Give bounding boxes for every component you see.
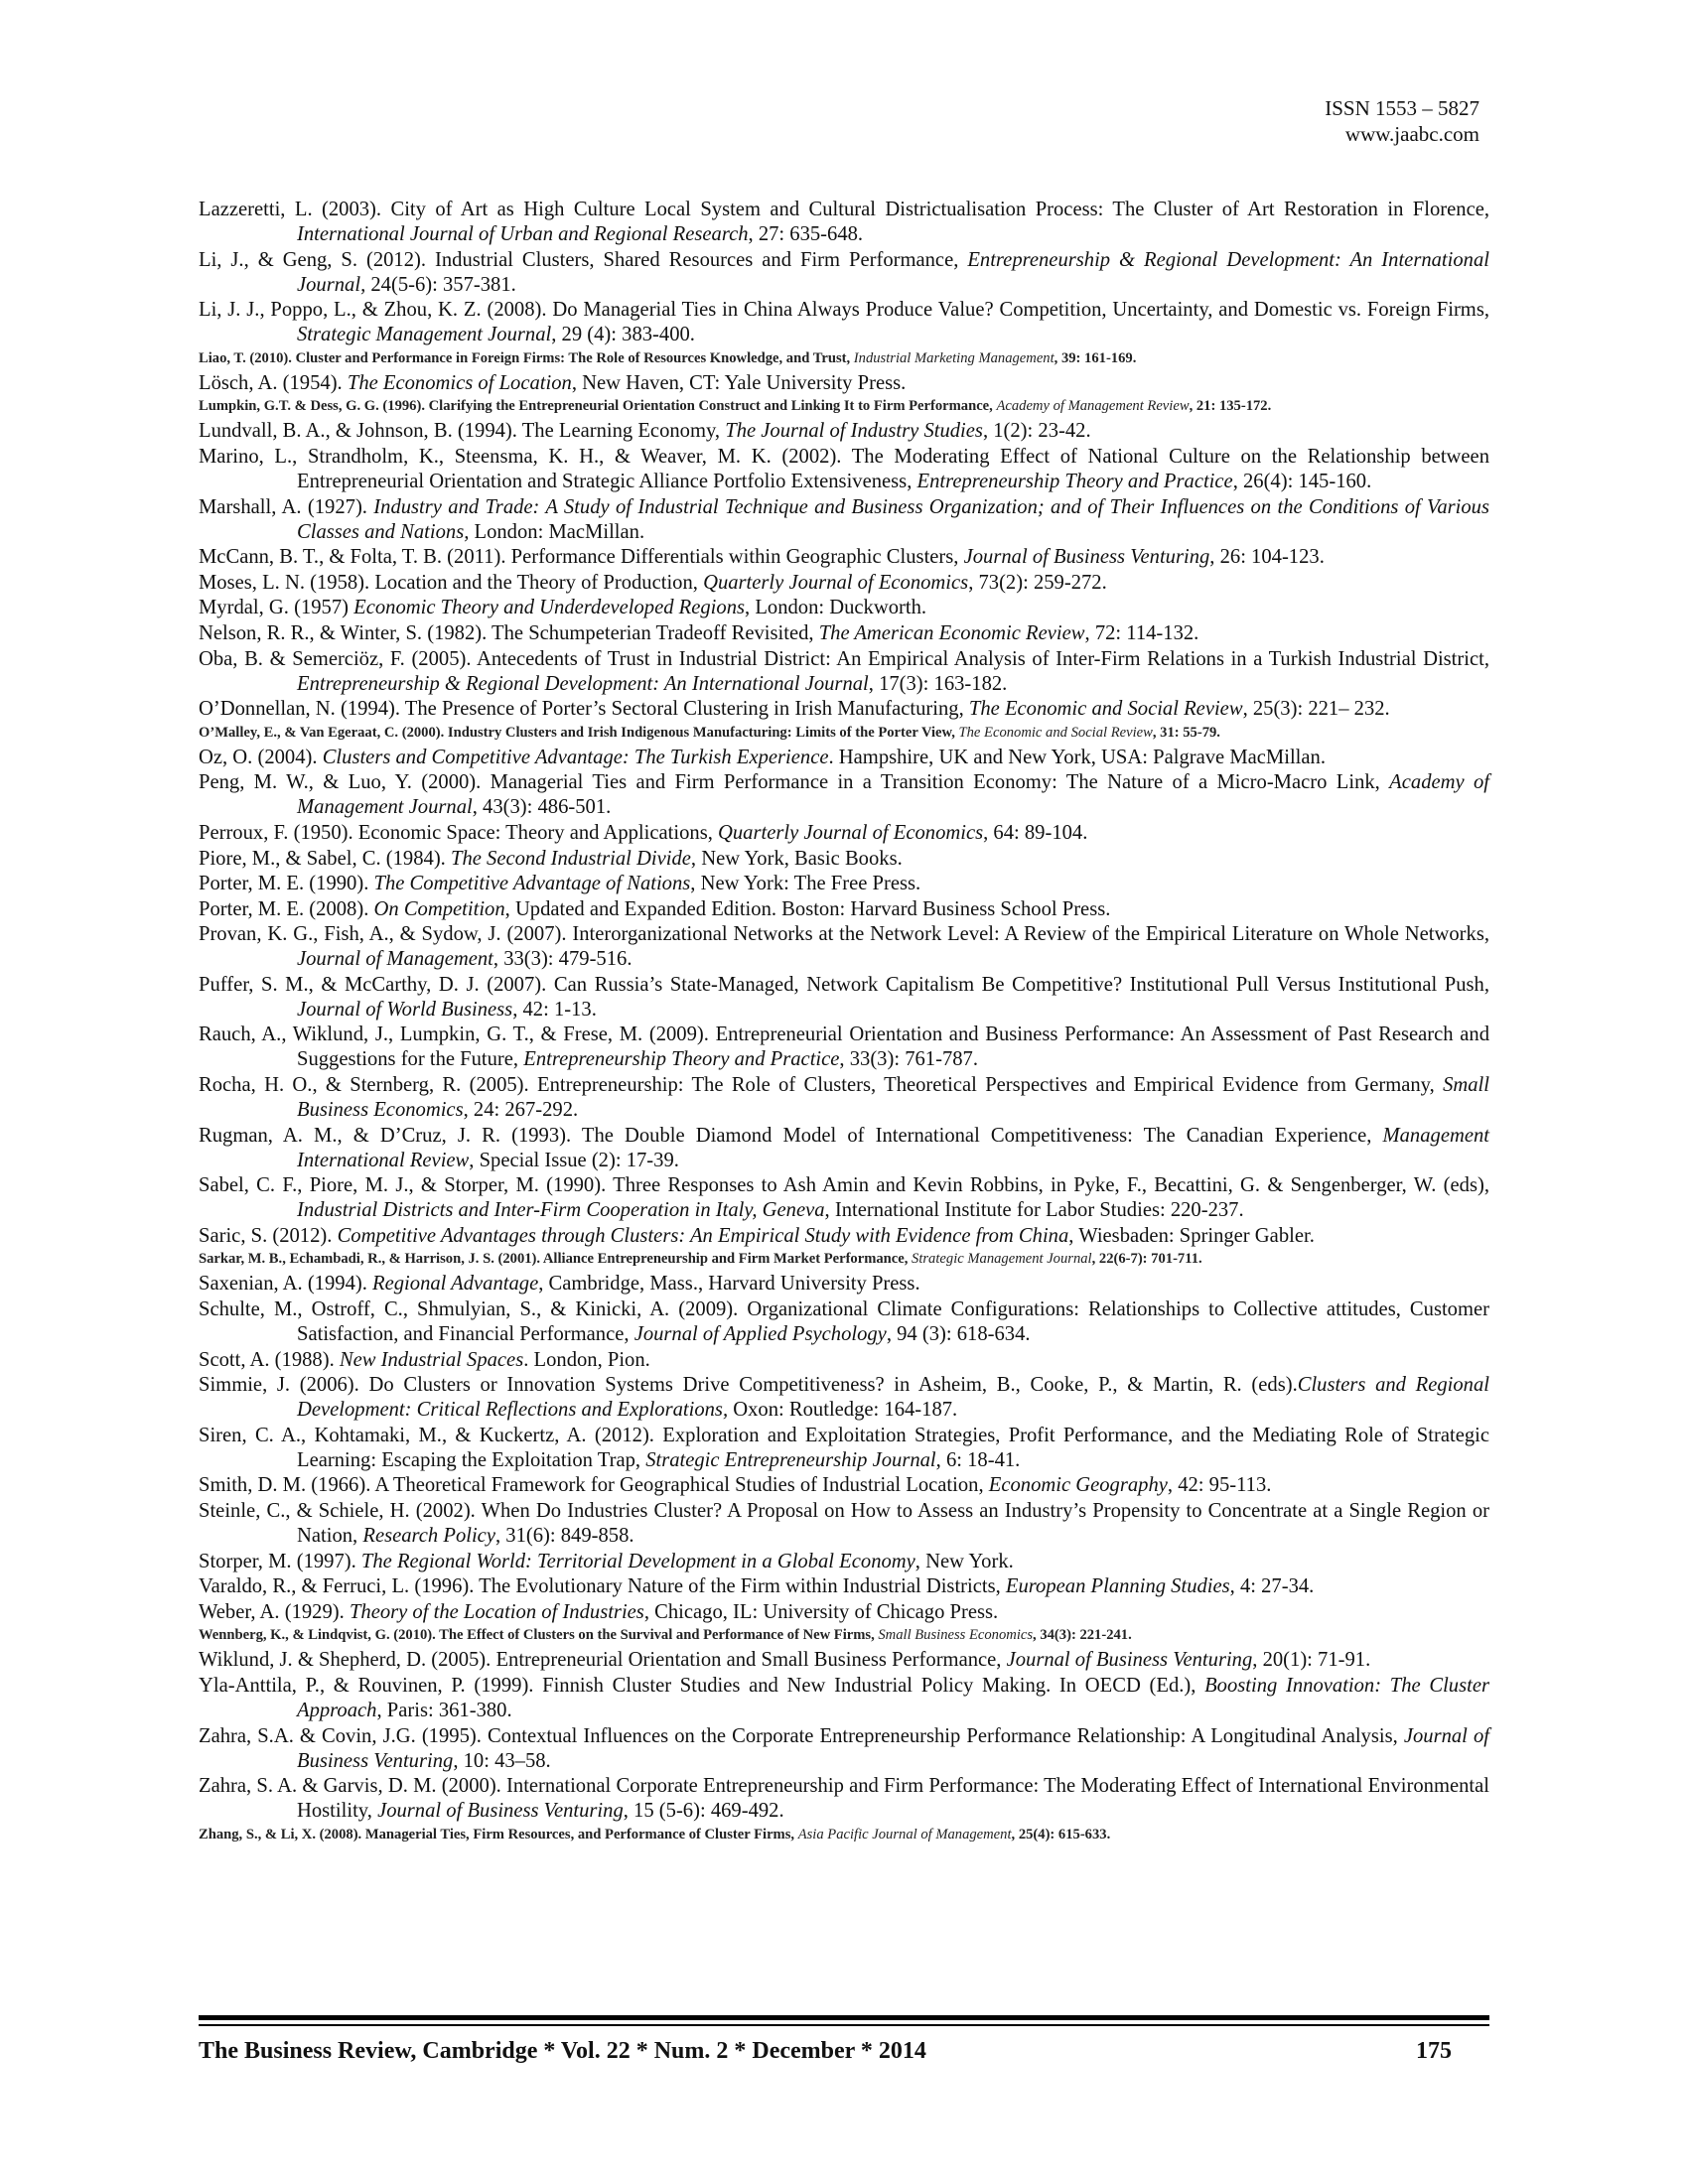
- reference-entry: [199, 1249, 1489, 1269]
- reference-entry: [199, 1550, 1489, 1574]
- reference-text: Nelson, R. R., & Winter, S. (1982). The Schumpeterian Tradeoff Revisited,: [199, 621, 819, 644]
- reference-text: Varaldo, R., & Ferruci, L. (1996). The Evolutionary Nature of the Firm within Industrial Districts,: [199, 1575, 1006, 1598]
- reference-source-title: Journal of World Business: [297, 998, 513, 1021]
- reference-entry: [199, 495, 1489, 545]
- reference-text: Liao, T. (2010). Cluster and Performance in Foreign Firms: The Role of Resources Knowledge, and Trust,: [199, 349, 854, 366]
- page-number: 175: [1416, 2038, 1452, 2064]
- reference-text: O’Donnellan, N. (1994). The Presence of Porter’s Sectoral Clustering in Irish Manufacturing,: [199, 698, 969, 721]
- reference-details: , Chicago, IL: University of Chicago Press.: [643, 1600, 999, 1623]
- reference-source-title: Research Policy: [362, 1525, 495, 1547]
- reference-details: , 73(2): 259-272.: [968, 571, 1107, 594]
- reference-source-title: Strategic Entrepreneurship Journal: [645, 1448, 936, 1471]
- reference-source-title: Academy of Management Review: [996, 398, 1190, 415]
- reference-text: Wiklund, J. & Shepherd, D. (2005). Entrepreneurial Orientation and Small Business Performance,: [199, 1649, 1007, 1672]
- reference-entry: [199, 697, 1489, 722]
- reference-text: Simmie, J. (2006). Do Clusters or Innovation Systems Drive Competitiveness? in Asheim, B., Cooke, P., & Martin, R. (eds).: [199, 1374, 1298, 1397]
- reference-text: Weber, A. (1929).: [199, 1600, 350, 1623]
- footer-rule-thick: [199, 2015, 1489, 2020]
- reference-details: , 29 (4): 383-400.: [551, 324, 695, 346]
- reference-text: Piore, M., & Sabel, C. (1984).: [199, 847, 451, 870]
- reference-source-title: Quarterly Journal of Economics: [703, 571, 969, 594]
- reference-source-title: Entrepreneurship & Regional Development: An International Journal: [297, 672, 869, 695]
- reference-text: Marino, L., Strandholm, K., Steensma, K. H., & Weaver, M. K. (2002). The Moderating Effect of National Culture on the Relationship between Entrepreneurial Orientation and Strategic Alliance Portfolio Extensiveness,: [199, 445, 1489, 492]
- reference-entry: [199, 1600, 1489, 1625]
- reference-source-title: Journal of Business Venturing: [963, 546, 1210, 569]
- reference-details: , 15 (5-6): 469-492.: [623, 1800, 784, 1823]
- issn-number: ISSN 1553 – 5827: [1325, 96, 1479, 120]
- reference-details: . London, Pion.: [523, 1348, 650, 1371]
- reference-entry: [199, 1272, 1489, 1297]
- reference-text: Smith, D. M. (1966). A Theoretical Framework for Geographical Studies of Industrial Location,: [199, 1474, 989, 1497]
- reference-source-title: Entrepreneurship & Regional Development: An International Journal,: [297, 248, 1489, 296]
- reference-entry: [199, 1648, 1489, 1673]
- reference-source-title: Journal of Business Venturing: [297, 1724, 1489, 1772]
- reference-text: Wennberg, K., & Lindqvist, G. (2010). The Effect of Clusters on the Survival and Performance of New Firms,: [199, 1627, 879, 1644]
- reference-source-title: Strategic Management Journal: [912, 1251, 1092, 1268]
- reference-entry: [199, 647, 1489, 697]
- reference-entry: [199, 897, 1489, 922]
- reference-entry: [199, 1473, 1489, 1498]
- reference-details: , 27: 635-648.: [748, 223, 864, 245]
- reference-entry: [199, 1224, 1489, 1249]
- reference-source-title: The Economic and Social Review: [958, 724, 1153, 741]
- reference-source-title: Boosting Innovation: The Cluster Approach: [297, 1674, 1489, 1721]
- reference-details: , 25(4): 615-633.: [1011, 1826, 1111, 1843]
- footer-rule-thin: [199, 2024, 1489, 2026]
- reference-entry: [199, 571, 1489, 596]
- reference-details: , Cambridge, Mass., Harvard University Press.: [538, 1273, 920, 1296]
- reference-source-title: Quarterly Journal of Economics: [718, 821, 984, 844]
- reference-entry: [199, 198, 1489, 247]
- reference-entry: [199, 1724, 1489, 1774]
- reference-entry: [199, 1124, 1489, 1173]
- reference-source-title: Journal of Business Venturing: [377, 1800, 624, 1823]
- reference-source-title: Small Business Economics: [878, 1627, 1034, 1644]
- reference-details: , 33(3): 761-787.: [839, 1048, 978, 1071]
- reference-text: Saxenian, A. (1994).: [199, 1273, 373, 1296]
- reference-text: McCann, B. T., & Folta, T. B. (2011). Performance Differentials within Geographic Clusters,: [199, 546, 964, 569]
- reference-text: Rugman, A. M., & D’Cruz, J. R. (1993). The Double Diamond Model of International Competitiveness: The Canadian Experience,: [199, 1124, 1383, 1147]
- reference-details: , New York, Basic Books.: [690, 847, 903, 870]
- reference-text: Sarkar, M. B., Echambadi, R., & Harrison, J. S. (2001). Alliance Entrepreneurship and Firm Market Performance,: [199, 1251, 913, 1268]
- reference-details: , 43(3): 486-501.: [472, 796, 612, 819]
- reference-text: Marshall, A. (1927).: [199, 495, 374, 518]
- reference-details: , 21: 135-172.: [1189, 398, 1272, 415]
- reference-entry: [199, 396, 1489, 416]
- reference-details: , New York: The Free Press.: [690, 873, 921, 895]
- reference-source-title: The Economics of Location: [347, 371, 572, 394]
- reference-entry: [199, 1297, 1489, 1347]
- reference-source-title: Journal of Management: [297, 948, 493, 971]
- reference-details: , 26(4): 145-160.: [1232, 470, 1372, 492]
- reference-text: Lazzeretti, L. (2003). City of Art as High Culture Local System and Cultural Districtualisation Process: The Cluster of Art Restoration in Florence,: [199, 199, 1489, 220]
- reference-entry: [199, 419, 1489, 444]
- reference-details: , 4: 27-34.: [1229, 1575, 1315, 1598]
- reference-details: , New Haven, CT: Yale University Press.: [571, 371, 907, 394]
- reference-entry: [199, 621, 1489, 646]
- reference-text: Lösch, A. (1954).: [199, 371, 348, 394]
- reference-list: [199, 198, 1489, 1847]
- reference-entry: [199, 1625, 1489, 1645]
- reference-entry: [199, 1499, 1489, 1549]
- reference-details: , 26: 104-123.: [1209, 546, 1325, 569]
- reference-details: , Updated and Expanded Edition. Boston: Harvard Business School Press.: [504, 897, 1111, 920]
- reference-details: , 10: 43–58.: [453, 1749, 551, 1772]
- reference-text: Li, J. J., Poppo, L., & Zhou, K. Z. (2008). Do Managerial Ties in China Always Produce Value? Competition, Uncertainty, and Domestic vs. Foreign Firms,: [199, 299, 1489, 322]
- reference-details: Oxon: Routledge: 164-187.: [728, 1399, 958, 1422]
- reference-source-title: Clusters and Regional Development: Critical Reflections and Explorations,: [297, 1374, 1489, 1422]
- reference-source-title: Economic Geography: [988, 1474, 1168, 1497]
- reference-entry: [199, 1173, 1489, 1223]
- reference-source-title: The American Economic Review: [818, 621, 1085, 644]
- reference-source-title: Competitive Advantages through Clusters: An Empirical Study with Evidence from China: [337, 1224, 1069, 1247]
- reference-details: , London: Duckworth.: [745, 597, 927, 619]
- reference-text: Moses, L. N. (1958). Location and the Theory of Production,: [199, 571, 704, 594]
- reference-details: , 1(2): 23-42.: [982, 420, 1091, 443]
- reference-source-title: Entrepreneurship Theory and Practice: [916, 470, 1233, 492]
- reference-text: Scott, A. (1988).: [199, 1348, 340, 1371]
- reference-details: , Wiesbaden: Springer Gabler.: [1068, 1224, 1315, 1247]
- reference-details: 24(5-6): 357-381.: [365, 273, 516, 296]
- reference-entry: [199, 746, 1489, 770]
- reference-entry: [199, 1023, 1489, 1072]
- reference-details: , 94 (3): 618-634.: [886, 1323, 1031, 1346]
- reference-source-title: Management International Review: [297, 1124, 1489, 1171]
- issn-header: [1325, 95, 1479, 147]
- reference-entry: [199, 1774, 1489, 1824]
- reference-source-title: New Industrial Spaces: [339, 1348, 524, 1371]
- reference-source-title: Industry and Trade: A Study of Industrial Technique and Business Organization; and of Their Influences on the Conditions of Various Classes and Nations,: [297, 495, 1489, 543]
- reference-details: , 6: 18-41.: [935, 1448, 1021, 1471]
- reference-entry: [199, 298, 1489, 347]
- reference-source-title: The Regional World: Territorial Development in a Global Economy: [360, 1550, 915, 1572]
- reference-details: , 31: 55-79.: [1152, 724, 1220, 741]
- reference-details: , New York.: [914, 1550, 1014, 1572]
- reference-entry: [199, 723, 1489, 743]
- reference-source-title: International Journal of Urban and Regional Research: [297, 223, 749, 245]
- reference-entry: [199, 1348, 1489, 1373]
- reference-source-title: Journal of Business Venturing: [1006, 1649, 1253, 1672]
- reference-details: , 33(3): 479-516.: [492, 948, 633, 971]
- reference-source-title: Small Business Economics: [297, 1074, 1489, 1122]
- journal-website: www.jaabc.com: [1344, 122, 1479, 146]
- reference-text: O’Malley, E., & Van Egeraat, C. (2000). Industry Clusters and Irish Indigenous Manufacturing: Limits of the Porter View,: [199, 724, 959, 741]
- reference-source-title: Entrepreneurship Theory and Practice: [523, 1048, 840, 1071]
- reference-text: Saric, S. (2012).: [199, 1224, 338, 1247]
- reference-source-title: European Planning Studies: [1005, 1575, 1230, 1598]
- reference-details: , 34(3): 221-241.: [1033, 1627, 1132, 1644]
- reference-text: Rauch, A., Wiklund, J., Lumpkin, G. T., & Frese, M. (2009). Entrepreneurial Orientation and Business Performance: An Assessment of Past Research and Suggestions for the Future,: [199, 1024, 1489, 1071]
- reference-text: Myrdal, G. (1957): [199, 597, 354, 619]
- reference-entry: [199, 1373, 1489, 1423]
- reference-source-title: Industrial Districts and Inter-Firm Cooperation in Italy, Geneva: [297, 1199, 825, 1222]
- reference-entry: [199, 545, 1489, 570]
- reference-source-title: Clusters and Competitive Advantage: The Turkish Experience: [322, 746, 829, 768]
- reference-text: Lumpkin, G.T. & Dess, G. G. (1996). Clarifying the Entrepreneurial Orientation Construct and Linking It to Firm Performance,: [199, 398, 997, 415]
- reference-text: Porter, M. E. (2008).: [199, 897, 374, 920]
- reference-text: Porter, M. E. (1990).: [199, 873, 374, 895]
- reference-entry: [199, 348, 1489, 368]
- reference-details: , International Institute for Labor Studies: 220-237.: [824, 1199, 1244, 1222]
- reference-text: Li, J., & Geng, S. (2012). Industrial Clusters, Shared Resources and Firm Performance,: [199, 248, 968, 271]
- reference-text: Rocha, H. O., & Sternberg, R. (2005). Entrepreneurship: The Role of Clusters, Theoretical Perspectives and Empirical Evidence from Germany,: [199, 1074, 1444, 1097]
- reference-text: Provan, K. G., Fish, A., & Sydow, J. (2007). Interorganizational Networks at the Network Level: A Review of the Empirical Literature on Whole Networks,: [199, 923, 1489, 946]
- reference-details: , 24: 267-292.: [463, 1099, 579, 1122]
- reference-source-title: Journal of Applied Psychology: [633, 1323, 887, 1346]
- reference-source-title: The Journal of Industry Studies: [725, 420, 983, 443]
- reference-entry: [199, 1674, 1489, 1723]
- reference-text: Zhang, S., & Li, X. (2008). Managerial Ties, Firm Resources, and Performance of Cluster Firms,: [199, 1826, 798, 1843]
- footer-journal-info: The Business Review, Cambridge * Vol. 22 * Num. 2 * December * 2014: [199, 2038, 926, 2064]
- reference-entry: [199, 872, 1489, 896]
- reference-details: London: MacMillan.: [469, 520, 645, 543]
- reference-text: Zahra, S.A. & Covin, J.G. (1995). Contextual Influences on the Corporate Entrepreneurship Performance Relationship: A Longitudinal Analysis,: [199, 1724, 1404, 1747]
- reference-details: , Paris: 361-380.: [376, 1699, 512, 1721]
- reference-details: , 42: 95-113.: [1167, 1474, 1272, 1497]
- reference-text: Puffer, S. M., & McCarthy, D. J. (2007). Can Russia’s State-Managed, Network Capitalism Be Competitive? Institutional Pull Versus Institutional Push,: [199, 973, 1489, 996]
- reference-entry: [199, 248, 1489, 298]
- reference-entry: [199, 596, 1489, 620]
- reference-details: , 25(3): 221– 232.: [1242, 698, 1390, 721]
- reference-source-title: Regional Advantage: [372, 1273, 539, 1296]
- reference-source-title: Academy of Management Journal: [297, 771, 1489, 819]
- reference-text: Perroux, F. (1950). Economic Space: Theory and Applications,: [199, 821, 719, 844]
- reference-source-title: Asia Pacific Journal of Management: [797, 1826, 1012, 1843]
- reference-entry: [199, 371, 1489, 396]
- reference-details: , 17(3): 163-182.: [868, 672, 1008, 695]
- reference-details: . Hampshire, UK and New York, USA: Palgrave MacMillan.: [828, 746, 1326, 768]
- reference-source-title: Theory of the Location of Industries: [349, 1600, 644, 1623]
- reference-text: Oba, B. & Semerciöz, F. (2005). Antecedents of Trust in Industrial District: An Empirical Analysis of Inter-Firm Relations in a Turkish Industrial District,: [199, 647, 1489, 670]
- reference-entry: [199, 445, 1489, 494]
- reference-details: , Special Issue (2): 17-39.: [469, 1149, 679, 1171]
- reference-entry: [199, 1574, 1489, 1599]
- reference-entry: [199, 1424, 1489, 1473]
- reference-source-title: On Competition: [373, 897, 505, 920]
- reference-entry: [199, 922, 1489, 972]
- reference-entry: [199, 821, 1489, 846]
- reference-entry: [199, 1825, 1489, 1844]
- reference-text: Steinle, C., & Schiele, H. (2002). When Do Industries Cluster? A Proposal on How to Assess an Industry’s Propensity to Concentrate at a Single Region or Nation,: [199, 1500, 1489, 1547]
- reference-text: Oz, O. (2004).: [199, 746, 323, 768]
- reference-details: , 20(1): 71-91.: [1252, 1649, 1371, 1672]
- reference-details: , 22(6-7): 701-711.: [1091, 1251, 1202, 1268]
- reference-source-title: The Economic and Social Review: [968, 698, 1243, 721]
- reference-details: , 64: 89-104.: [983, 821, 1088, 844]
- reference-details: , 39: 161-169.: [1054, 349, 1137, 366]
- reference-details: , 31(6): 849-858.: [494, 1525, 634, 1547]
- reference-entry: [199, 770, 1489, 820]
- reference-text: Lundvall, B. A., & Johnson, B. (1994). The Learning Economy,: [199, 420, 726, 443]
- reference-source-title: Strategic Management Journal: [297, 324, 552, 346]
- reference-details: , 72: 114-132.: [1084, 621, 1199, 644]
- reference-details: , 42: 1-13.: [512, 998, 597, 1021]
- reference-source-title: Economic Theory and Underdeveloped Regions: [353, 597, 746, 619]
- reference-entry: [199, 973, 1489, 1023]
- reference-entry: [199, 1073, 1489, 1123]
- reference-source-title: The Second Industrial Divide: [450, 847, 691, 870]
- reference-text: Peng, M. W., & Luo, Y. (2000). Managerial Ties and Firm Performance in a Transition Economy: The Nature of a Micro-Macro Link,: [199, 771, 1390, 794]
- reference-text: Zahra, S. A. & Garvis, D. M. (2000). International Corporate Entrepreneurship and Firm Performance: The Moderating Effect of International Environmental Hostility,: [199, 1775, 1489, 1823]
- reference-text: Siren, C. A., Kohtamaki, M., & Kuckertz, A. (2012). Exploration and Exploitation Strategies, Profit Performance, and the Mediating Role of Strategic Learning: Escaping the Exploitation Trap,: [199, 1424, 1489, 1471]
- reference-text: Sabel, C. F., Piore, M. J., & Storper, M. (1990). Three Responses to Ash Amin and Kevin Robbins, in Pyke, F., Becattini, G. & Sengenberger, W. (eds),: [199, 1174, 1489, 1197]
- reference-text: Schulte, M., Ostroff, C., Shmulyian, S., & Kinicki, A. (2009). Organizational Climate Configurations: Relationships to Collective attitudes, Customer Satisfaction, and Financial Performance,: [199, 1298, 1489, 1346]
- reference-entry: [199, 847, 1489, 872]
- reference-source-title: The Competitive Advantage of Nations: [373, 873, 691, 895]
- reference-text: Storper, M. (1997).: [199, 1550, 361, 1572]
- reference-source-title: Industrial Marketing Management: [853, 349, 1055, 366]
- reference-text: Yla-Anttila, P., & Rouvinen, P. (1999). Finnish Cluster Studies and New Industrial Policy Making. In OECD (Ed.),: [199, 1674, 1205, 1697]
